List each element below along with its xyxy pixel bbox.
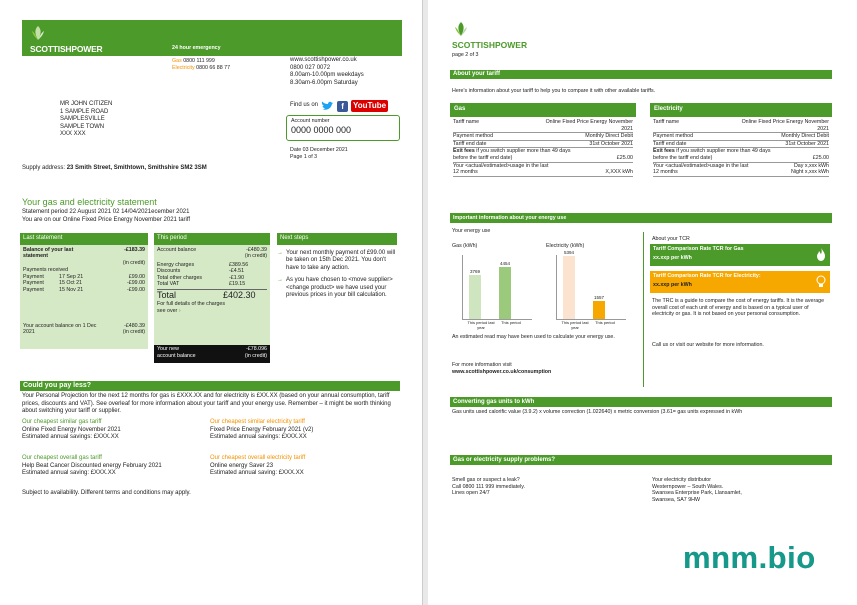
payment-date: 15 Nov 21 (59, 287, 84, 294)
chart-title: Electricity (kWh) (546, 243, 585, 249)
payment-amount: -£99.00 (127, 287, 145, 294)
cheapest-name: Fixed Price Energy February 2021 (v2) (210, 426, 314, 433)
charge-row (157, 262, 267, 269)
next-step-item (277, 277, 397, 300)
distributor-line: Swansea, SA7 9HW (652, 496, 700, 503)
supply-problems-header: Gas or electricity supply problems? (450, 455, 832, 465)
charge-label: Discounts (157, 268, 181, 275)
gas-tariff-header: Gas (450, 103, 636, 117)
tcr-elec-title: Tariff Comparison Rate TCR for Electricity: (653, 273, 761, 279)
usage-row (653, 163, 829, 177)
electricity-tariff-header: Electricity (650, 103, 832, 117)
charge-row (157, 275, 267, 282)
payment-label: Payment (23, 273, 44, 280)
chevron-right-icon: › (178, 307, 181, 314)
charge-value: -£4.51 (229, 268, 245, 275)
electricity-distributor-info (652, 477, 742, 503)
contact-hours-weekdays: 8.00am-10.00pm weekdays (290, 72, 364, 78)
gas-tick-label-this-period: This period (501, 320, 521, 325)
statement-tariff: You are on our Online Fixed Price Energy November 2021 tariff (22, 216, 191, 223)
pay-less-text: Your Personal Projection for the next 12 months for gas is £XXX.XX and for electricity is £XX.XX (based on your annual consumption, tariff prices, discounts and VAT). See overleaf for more information about your tariff and your energy use. Remember – it might be worth thinking about switching your tariff or supplier. (22, 393, 391, 414)
account-number-label: Account number (291, 118, 330, 124)
total-row (157, 289, 267, 301)
row-label: Tariff end date (453, 140, 487, 147)
emergency-title-text: 24 hour emergency (172, 45, 221, 51)
gas-bar-0 (469, 275, 481, 319)
row-value: 31st October 2021 (785, 140, 829, 147)
balance-last-note: (in credit) (122, 259, 145, 266)
gas-tariff-table (450, 103, 636, 179)
statement-page-1 (0, 0, 423, 605)
payment-row (23, 287, 145, 294)
usage-row (453, 163, 633, 177)
row-label: Tariff end date (653, 140, 687, 147)
balance-last-row (23, 247, 145, 260)
total-value: £402.30 (223, 290, 256, 301)
new-balance-value: -£78.096 (246, 346, 267, 352)
account-number-box (286, 115, 400, 141)
brand-name: SCOTTISHPOWER (30, 44, 103, 54)
terms-note: Subject to availability. Different terms and conditions may apply. (22, 490, 191, 496)
page-number: page 2 of 3 (452, 52, 479, 58)
gas-bar-1 (499, 267, 511, 319)
address-line: 1 SAMPLE ROAD (60, 108, 109, 115)
balance-last-value: -£183.39 (124, 246, 145, 253)
total-label: Total (157, 290, 177, 301)
pay-less-header: Could you pay less? (20, 381, 400, 391)
contact-phone[interactable]: 0800 027 0072 (290, 64, 331, 71)
this-period-panel (154, 233, 270, 363)
account-balance-date-note: (in credit) (122, 329, 145, 336)
arrow-right-icon: → (277, 277, 283, 283)
next-steps-header: Next steps (277, 233, 397, 245)
row-value: X,XXX kWh (605, 169, 633, 176)
payment-label: Payment (23, 287, 44, 294)
gas-leak-info (452, 477, 525, 497)
cheapest-saving: Estimated annual savings: £XXX.XX (210, 434, 307, 440)
payment-method-row (653, 133, 829, 141)
account-balance-row (157, 247, 267, 254)
contact-hours-saturday: 8.30am-6.00pm Saturday (290, 79, 358, 86)
gas-leak-line: Smell gas or suspect a leak? (452, 477, 520, 483)
cheapest-overall-electricity (210, 455, 400, 478)
tcr-gas-title: Tariff Comparison Rate TCR for Gas (653, 246, 744, 252)
social-links (290, 100, 388, 112)
emergency-elec-label: Electricity (172, 65, 195, 71)
estimated-read-note: An estimated read may have been used to calculate your energy use. (452, 334, 615, 340)
gas-tick-label-last-year: This period last year (467, 320, 495, 330)
twitter-icon[interactable] (321, 101, 334, 112)
arrow-right-icon: → (277, 249, 283, 256)
tcr-gas-value: xx.xxp per kWh (653, 254, 692, 261)
scottishpower-logo-icon (452, 20, 470, 38)
row-label-detail: if you switch supplier more than 49 days before the tariff end date) (453, 148, 571, 161)
account-balance-label: Account balance (157, 246, 197, 253)
cheapest-overall-gas (22, 455, 207, 478)
distributor-line: Your electricity distributor (652, 477, 711, 483)
gas-usage-chart (452, 243, 542, 335)
emergency-gas-phone[interactable]: 0800 111 999 (183, 58, 215, 64)
distributor-line: Westernpower – South Wales. (652, 483, 724, 490)
row-label: Tariff name (453, 119, 480, 125)
new-balance-note: (in credit) (244, 352, 267, 359)
charge-value: £19.15 (229, 281, 246, 288)
flame-icon (816, 248, 826, 261)
next-steps-panel (277, 233, 397, 300)
elec-tick-label-this-period: This period (595, 320, 615, 325)
account-balance-value: -£480.39 (246, 246, 267, 253)
row-label: Payment method (653, 133, 694, 140)
row-value: 31st October 2021 (589, 140, 633, 147)
youtube-icon[interactable]: YouTube (353, 101, 387, 110)
emergency-gas-label: Gas (172, 58, 182, 64)
statement-meta (290, 147, 348, 160)
tcr-elec-value: xx.xxp per kWh (653, 281, 692, 288)
convert-gas-text: Gas units used calorific value (3.9.2) x volume correction (1.022640) x metric conversion (3.61= gas units expressed in kWh (452, 409, 743, 415)
find-us-label: Find us on (290, 102, 319, 109)
row-value: Online Fixed Price Energy November 2021 (545, 119, 633, 132)
recipient-address (60, 101, 112, 139)
cheapest-title: Our cheapest overall electricity tariff (210, 455, 306, 461)
brand-name: SCOTTISHPOWER (452, 40, 528, 50)
chart-title: Gas (kWh) (452, 243, 478, 249)
contact-website[interactable]: www.scottishpower.co.uk (290, 57, 357, 63)
cheapest-saving: Estimated annual saving: £XXX.XX (210, 470, 304, 476)
row-label: Your <actual/estimated>usage in the last 12 months (653, 162, 749, 176)
next-step-item (277, 250, 397, 273)
account-number: 0000 0000 000 (291, 124, 352, 135)
row-value: Online Fixed Price Energy November 2021 (741, 119, 829, 132)
electricity-bar-0 (563, 256, 575, 319)
cheapest-title: Our cheapest similar electricity tariff (210, 419, 305, 425)
next-step-text: Your next monthly payment of £99.00 will be taken on 15th Dec 2021. You don't have to take any action. (286, 249, 396, 271)
electricity-tariff-table (650, 103, 832, 179)
charge-value: £389.56 (229, 261, 249, 268)
payment-date: 17 Sep 21 (59, 273, 84, 280)
elec-tick-label-last-year: This period last year (561, 320, 589, 330)
exit-fees-row (653, 148, 829, 162)
watermark (683, 540, 816, 576)
row-label: Exit fees (653, 148, 675, 155)
row-label: Tariff name (653, 119, 680, 125)
account-balance-date-value: -£480.39 (124, 322, 145, 329)
scottishpower-logo-icon (29, 24, 47, 42)
supply-address-value: 23 Smith Street, Smithtown, Smithshire SM2 3SM (66, 165, 207, 171)
exit-fees-row (453, 148, 633, 162)
charge-row (157, 268, 267, 275)
payment-amount: £99.00 (128, 273, 145, 280)
about-tariff-header: About your tariff (450, 70, 832, 79)
address-line: XXX XXX (60, 131, 86, 137)
energy-use-subheader: Your energy use (452, 228, 491, 234)
full-details-text: For full details of the charges see over (157, 301, 226, 314)
page-number: Page 1 of 3 (290, 153, 318, 160)
lightbulb-icon (816, 275, 826, 288)
row-label: Your <actual/estimated>usage in the last 12 months (453, 162, 549, 176)
last-statement-header: Last statement (20, 233, 148, 245)
row-label: Exit fees (453, 148, 475, 155)
tcr-gas-box (650, 244, 830, 266)
payment-amount: -£99.00 (127, 280, 145, 287)
full-details-link[interactable] (157, 301, 229, 314)
facebook-icon[interactable]: f (337, 101, 348, 112)
row-value: £25.00 (812, 154, 829, 161)
payments-label: Payments received (23, 267, 69, 274)
consumption-link[interactable]: www.scottishpower.co.uk/consumption (452, 369, 552, 375)
cheapest-saving: Estimated annual saving: £XXX.XX (22, 470, 116, 476)
usage-night-value: Night x,xxx kWh (791, 169, 829, 176)
last-statement-panel (20, 233, 148, 349)
emergency-gas (172, 58, 215, 65)
cheapest-name: Help Beat Cancer Discounted energy February 2021 (22, 462, 162, 469)
statement-page-2 (428, 0, 857, 605)
balance-last-label: Balance of your last statement (23, 246, 74, 260)
cheapest-name: Online energy Saver 23 (210, 462, 274, 469)
statement-summary (22, 209, 190, 224)
emergency-elec-phone[interactable]: 0800 66 88 77 (196, 65, 231, 71)
tariff-end-row (653, 141, 829, 149)
electricity-plot-area (556, 250, 626, 320)
tariff-name-row (453, 119, 633, 133)
tariff-end-row (453, 141, 633, 149)
row-value: £25.00 (616, 154, 633, 161)
row-value: Monthly Direct Debit (585, 133, 633, 140)
tcr-electricity-box (650, 271, 830, 293)
tcr-call-note: Call us or visit our website for more information. (652, 342, 764, 348)
payment-date: 15 Oct 21 (59, 280, 82, 287)
cheapest-title: Our cheapest overall gas tariff (22, 455, 102, 461)
emergency-title (172, 45, 282, 52)
convert-gas-header: Converting gas units to kWh (450, 397, 832, 407)
this-period-header: This period (154, 233, 270, 245)
more-info-label: For more information visit (452, 362, 512, 368)
cheapest-name: Online Fixed Energy November 2021 (22, 426, 121, 433)
row-label: Payment method (453, 133, 494, 140)
about-tariff-intro: Here's information about your tariff to help you to compare it with other available tariffs. (452, 88, 656, 94)
address-line: SAMPLESVILLE (60, 116, 105, 122)
payment-row (23, 274, 145, 281)
cheapest-title: Our cheapest similar gas tariff (22, 419, 102, 425)
new-balance-label-2: account balance (157, 352, 196, 359)
account-balance-row (23, 323, 145, 336)
energy-use-header: Important information about your energy use (450, 213, 832, 223)
tcr-description: The TRC is a guide to compare the cost of energy tariffs. It is the average overall cost of each unit of energy and is based on a typical user of electricity or gas. It is not based on your personal consumption. (652, 298, 825, 318)
row-label-detail: if you switch supplier more than 49 days before the tariff end date) (653, 148, 771, 161)
supply-address (22, 165, 207, 173)
account-balance-note: (in credit) (244, 253, 267, 260)
charge-label: Total other charges (157, 274, 203, 281)
cheapest-saving: Estimated annual savings: £XXX.XX (22, 434, 119, 440)
electricity-bar-1 (593, 301, 605, 319)
electricity-data-label-0: 5394 (563, 250, 574, 255)
new-balance-box (154, 345, 270, 363)
tcr-header: About your TCR (652, 236, 690, 242)
account-balance-date-label: Your account balance on 1 Dec 2021 (23, 322, 97, 336)
distributor-line: Swansea Enterprise Park, Llansamlet, (652, 490, 742, 497)
charge-label: Energy charges (157, 261, 195, 268)
cheapest-similar-electricity (210, 419, 400, 442)
next-step-text: As you have chosen to <move supplier><change product> we have used your previous prices in your bill calculation. (286, 277, 393, 298)
electricity-data-label-1: 1557 (593, 295, 604, 300)
charge-value: -£1.90 (229, 274, 245, 281)
gas-data-label-0: 3769 (469, 269, 480, 274)
statement-period: Statement period 22 August 2021 02 14/04/2021ecember 2021 (22, 209, 190, 215)
usage-day-value: Day x,xxx kWh (793, 162, 829, 169)
watermark-text: mnm.bio (683, 540, 816, 575)
supply-address-label: Supply address: (22, 165, 66, 171)
address-line: MR JOHN CITIZEN (60, 101, 113, 107)
gas-leak-phone[interactable]: Call 0800 111 999 immediately. (452, 483, 526, 490)
new-balance-label: Your new (157, 346, 179, 352)
tariff-name-row (653, 119, 829, 133)
gas-plot-area (462, 255, 532, 320)
row-value: Monthly Direct Debit (781, 133, 829, 140)
cheapest-similar-gas (22, 419, 202, 442)
statement-title: Your gas and electricity statement (22, 197, 157, 207)
address-line: SAMPLE TOWN (60, 123, 105, 130)
statement-date: Date 03 December 2021 (290, 147, 348, 153)
gas-data-label-1: 4454 (499, 261, 510, 266)
charge-row (157, 281, 267, 288)
gas-leak-line: Lines open 24/7 (452, 490, 490, 497)
emergency-electricity (172, 65, 230, 72)
payment-row (23, 280, 145, 287)
charge-label: Total VAT (157, 281, 180, 288)
payment-method-row (453, 133, 633, 141)
payment-label: Payment (23, 280, 44, 287)
contact-block (290, 57, 364, 87)
section-divider (643, 232, 644, 387)
electricity-usage-chart (546, 243, 636, 335)
